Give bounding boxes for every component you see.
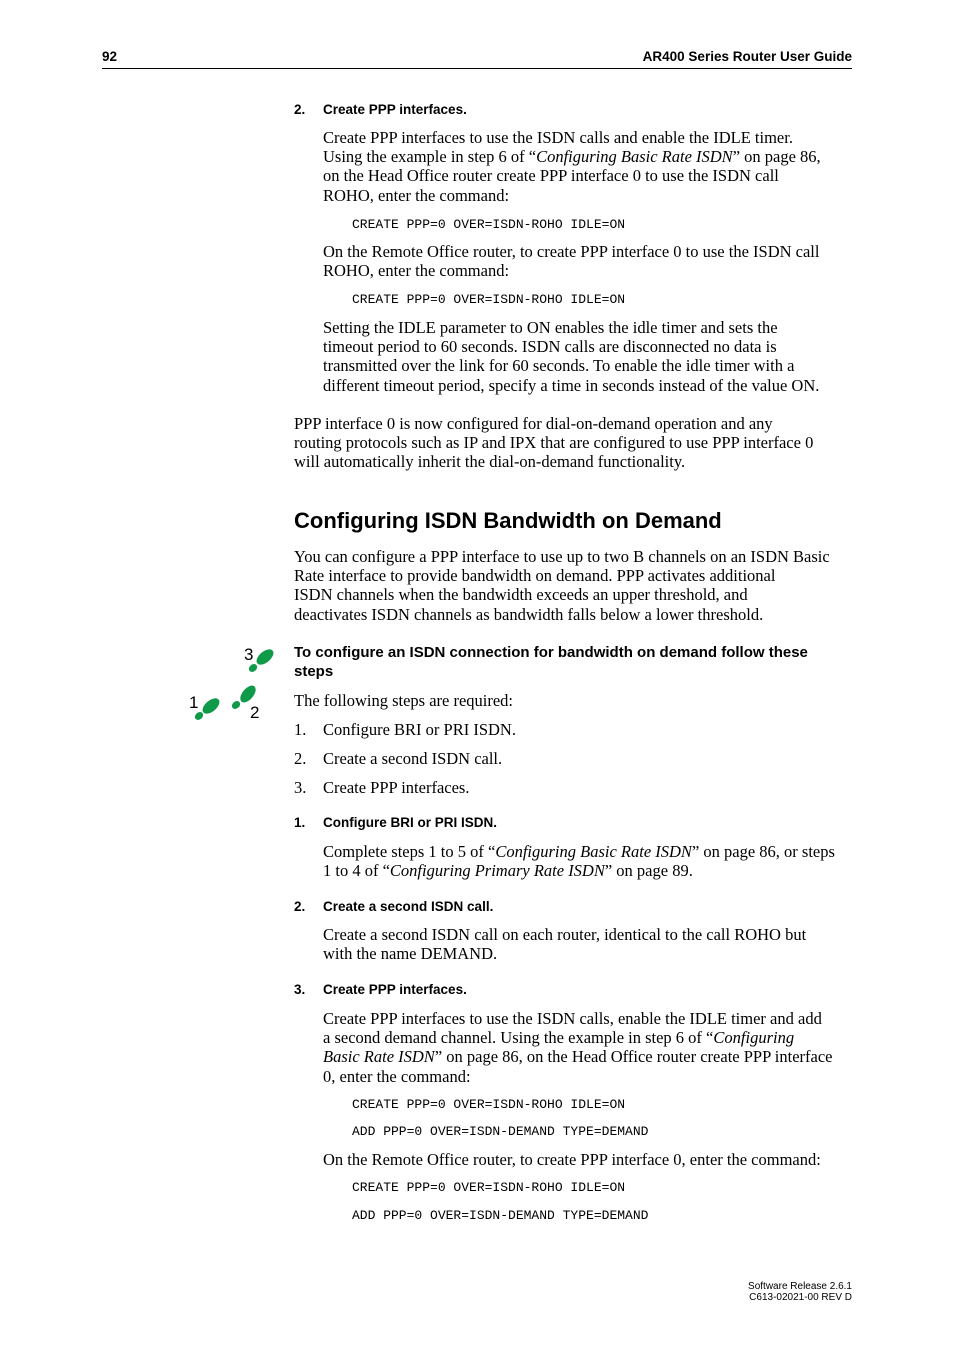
step-heading-num: 3.: [294, 982, 306, 997]
code-line: CREATE PPP=0 OVER=ISDN-ROHO IDLE=ON: [352, 292, 626, 307]
step-heading: Configure BRI or PRI ISDN.: [323, 815, 498, 830]
summary-paragraph: PPP interface 0 is now configured for dial-on-demand operation and any routing protocols such as IP and IPX that are configured to use PPP interface 0 will automatically inherit the dial-on-demand functionality.: [294, 414, 814, 472]
step-paragraph: Create PPP interfaces to use the ISDN calls and enable the IDLE timer. Using the example in step 6 of “Configuring Basic Rate ISDN” on page 86, on the Head Office router create PPP interface 0 to use the ISDN call ROHO, enter the command:: [323, 128, 821, 205]
procedure-list-item: 1. Configure BRI or PRI ISDN.: [294, 720, 516, 739]
code-line: ADD PPP=0 OVER=ISDN-DEMAND TYPE=DEMAND: [352, 1124, 649, 1139]
running-title: AR400 Series Router User Guide: [642, 49, 852, 64]
code-line: CREATE PPP=0 OVER=ISDN-ROHO IDLE=ON: [352, 1097, 626, 1112]
step-paragraph: Complete steps 1 to 5 of “Configuring Basic Rate ISDN” on page 86, or steps 1 to 4 of “Configuring Primary Rate ISDN” on page 89.: [323, 842, 835, 881]
code-line: CREATE PPP=0 OVER=ISDN-ROHO IDLE=ON: [352, 1180, 626, 1195]
step-paragraph: On the Remote Office router, to create PPP interface 0, enter the command:: [323, 1150, 821, 1169]
procedure-lead: The following steps are required:: [294, 691, 514, 710]
footsteps-procedure-icon: [186, 640, 278, 722]
page-number: 92: [102, 49, 118, 64]
step-paragraph: Setting the IDLE parameter to ON enables the idle timer and sets the timeout period to 60 seconds. ISDN calls are disconnected no data is transmitted over the link for 60 seconds. To enable the idle timer with a different timeout period, specify a time in seconds instead of the value ON.: [323, 318, 820, 395]
section-intro: You can configure a PPP interface to use up to two B channels on an ISDN Basic Rate interface to provide bandwidth on demand. PPP activates additional ISDN channels when the bandwidth exceeds an upper threshold, and deactivates ISDN channels as bandwidth falls below a lower threshold.: [294, 547, 830, 624]
footer-release: Software Release 2.6.1 C613-02021-00 REV D: [748, 1281, 852, 1303]
step-paragraph: On the Remote Office router, to create PPP interface 0 to use the ISDN call ROHO, enter the command:: [323, 242, 820, 281]
step-heading-num: 2.: [294, 899, 306, 914]
header-rule: [102, 68, 852, 69]
step-heading: Create PPP interfaces.: [323, 982, 467, 997]
section-title: Configuring ISDN Bandwidth on Demand: [294, 508, 722, 533]
footstep-number-3: 3: [244, 645, 254, 664]
procedure-list-item: 2. Create a second ISDN call.: [294, 749, 503, 768]
code-line: ADD PPP=0 OVER=ISDN-DEMAND TYPE=DEMAND: [352, 1208, 649, 1223]
step-heading-num: 2.: [294, 102, 306, 117]
step-heading: Create PPP interfaces.: [323, 102, 467, 117]
procedure-list-item: 3. Create PPP interfaces.: [294, 778, 470, 797]
footstep-number-2: 2: [250, 703, 260, 722]
step-heading-num: 1.: [294, 815, 306, 830]
footstep-number-1: 1: [189, 693, 199, 712]
step-paragraph: Create a second ISDN call on each router, identical to the call ROHO but with the name DEMAND.: [323, 925, 807, 964]
code-line: CREATE PPP=0 OVER=ISDN-ROHO IDLE=ON: [352, 217, 626, 232]
step-paragraph: Create PPP interfaces to use the ISDN calls, enable the IDLE timer and add a second demand channel. Using the example in step 6 of “Configuring Basic Rate ISDN” on page 86, on the Head Office router create PPP interface 0, enter the command:: [323, 1009, 833, 1086]
step-heading: Create a second ISDN call.: [323, 899, 494, 914]
procedure-title: To configure an ISDN connection for bandwidth on demand follow these steps: [294, 644, 808, 680]
